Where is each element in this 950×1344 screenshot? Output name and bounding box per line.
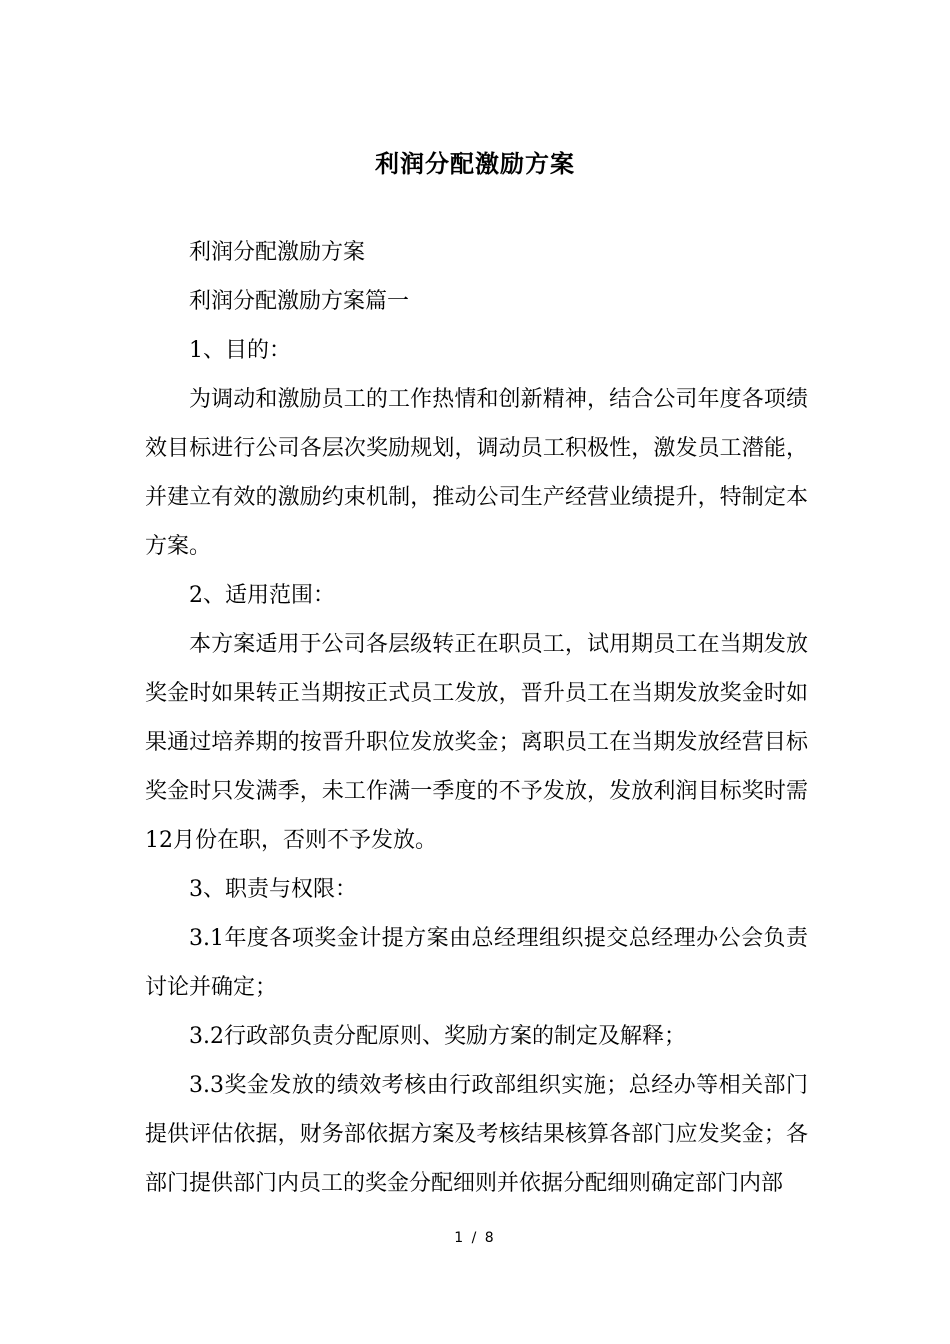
- section-2-heading: 2、适用范围：: [189, 583, 335, 608]
- paragraph-subheading: 利润分配激励方案篇一: [189, 289, 410, 314]
- section-2-text: 本方案适用于公司各层级转正在职员工，试用期员工在当期发放奖金时如果转正当期按正式员工发放，晋升员工在当期发放奖金时如果通过培养期的按晋升职位发放奖金；离职员工在当期发放经营目标奖金时只发满季，未工作满一季度的不予发放，发放利润目标奖时需12月份在职，否则不予发放。: [145, 632, 808, 853]
- paragraph-heading: 利润分配激励方案: [189, 240, 366, 265]
- section-3-3-text: 3.3奖金发放的绩效考核由行政部组织实施；总经办等相关部门提供评估依据，财务部依据方案及考核结果核算各部门应发奖金；各部门提供部门内员工的奖金分配细则并依据分配细则确定部门内部: [145, 1073, 808, 1196]
- section-3-1-text: 3.1年度各项奖金计提方案由总经理组织提交总经理办公会负责讨论并确定；: [145, 926, 808, 1000]
- page-indicator: 1 / 8: [454, 1230, 496, 1246]
- section-1-heading: 1、目的：: [189, 338, 291, 363]
- document-body: [145, 228, 808, 1208]
- section-1-text: 为调动和激励员工的工作热情和创新精神，结合公司年度各项绩效目标进行公司各层次奖励规划，调动员工积极性，激发员工潜能，并建立有效的激励约束机制，推动公司生产经营业绩提升，特制定本方案。: [145, 387, 808, 559]
- document-title: 利润分配激励方案: [375, 149, 575, 178]
- section-3-heading: 3、职责与权限：: [189, 877, 357, 902]
- section-3-2-text: 3.2行政部负责分配原则、奖励方案的制定及解释；: [189, 1024, 686, 1049]
